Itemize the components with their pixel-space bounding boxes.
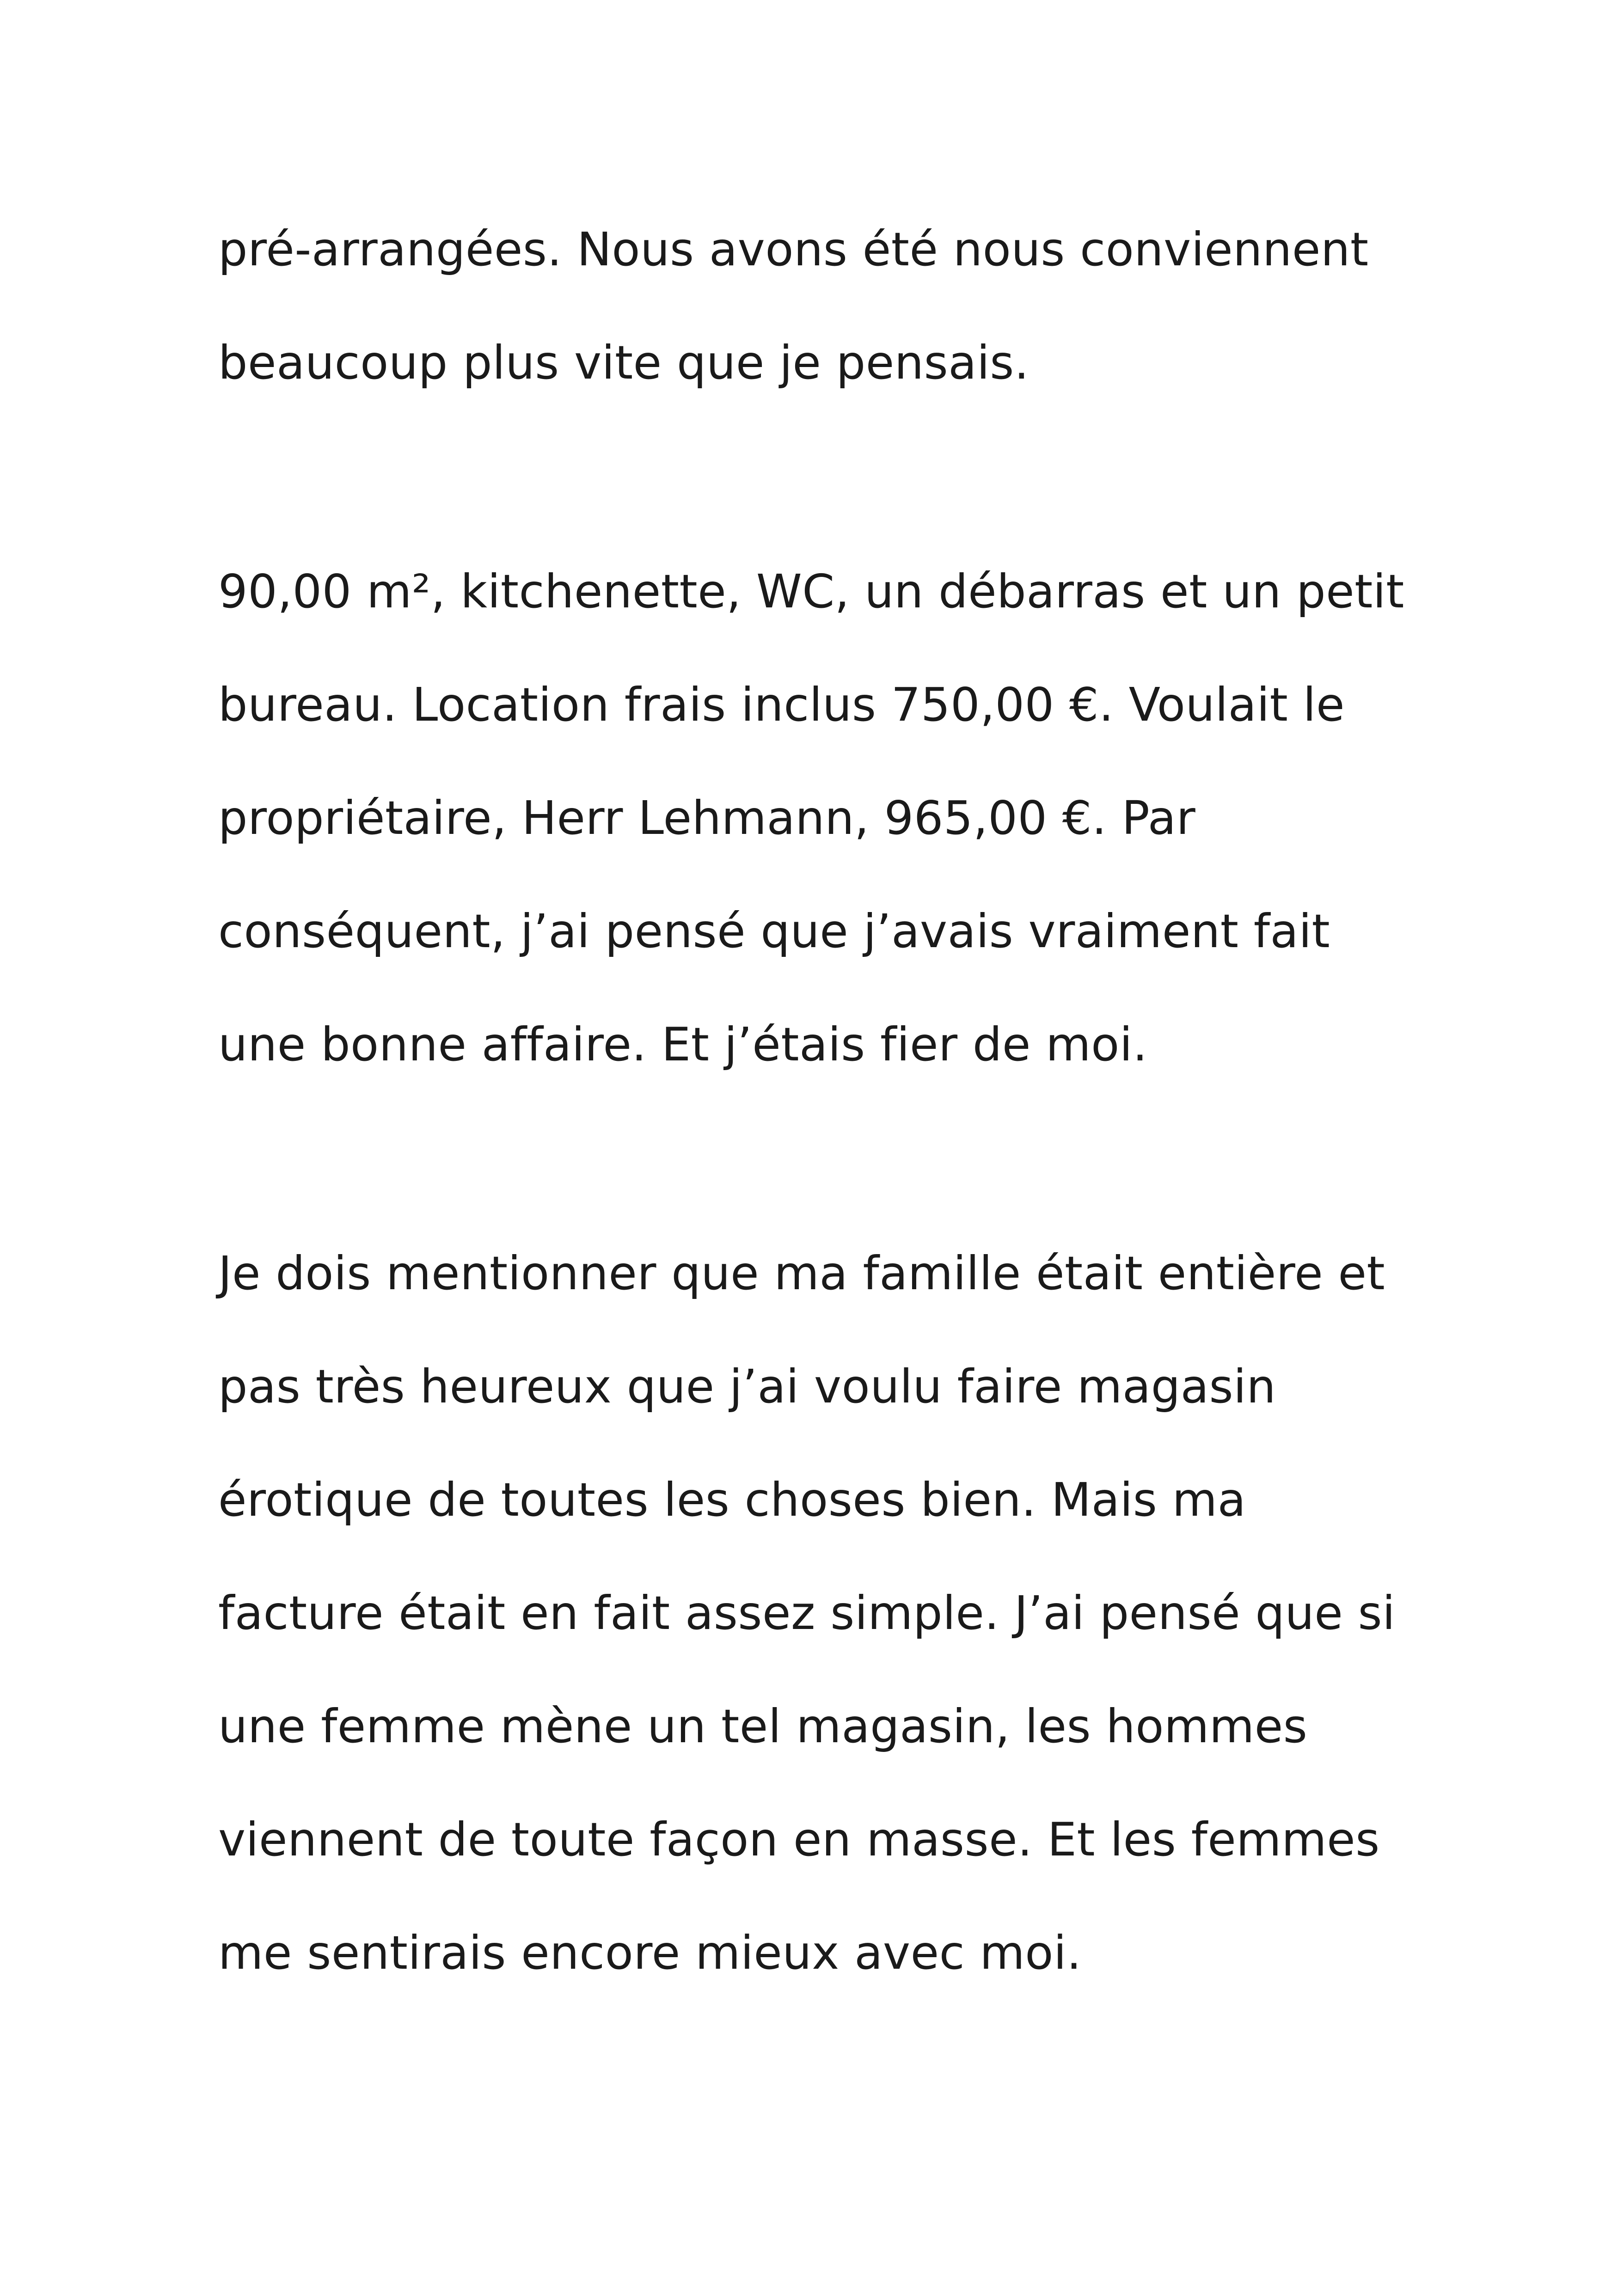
text-line: une femme mène un tel magasin, les hommes <box>218 1699 1308 1753</box>
text-line: beaucoup plus vite que je pensais. <box>218 336 1030 390</box>
text-line: Je dois mentionner que ma famille était entière et <box>218 1246 1385 1300</box>
text-line: me sentirais encore mieux avec moi. <box>218 1926 1082 1980</box>
text-line: 90,00 m², kitchenette, WC, un débarras et un petit <box>218 564 1404 618</box>
text-line: pas très heureux que j’ai voulu faire magasin <box>218 1359 1276 1414</box>
text-line: viennent de toute façon en masse. Et les femmes <box>218 1812 1380 1867</box>
text-line: érotique de toutes les choses bien. Mais ma <box>218 1473 1246 1527</box>
text-line: facture était en fait assez simple. J’ai pensé que si <box>218 1586 1396 1640</box>
text-line: propriétaire, Herr Lehmann, 965,00 €. Par <box>218 791 1196 845</box>
text-line: bureau. Location frais inclus 750,00 €. Voulait le <box>218 678 1345 732</box>
text-line: conséquent, j’ai pensé que j’avais vraiment fait <box>218 904 1330 958</box>
text-line: pré-arrangées. Nous avons été nous conviennent <box>218 222 1369 276</box>
text-line: une bonne affaire. Et j’étais fier de moi. <box>218 1017 1148 1071</box>
